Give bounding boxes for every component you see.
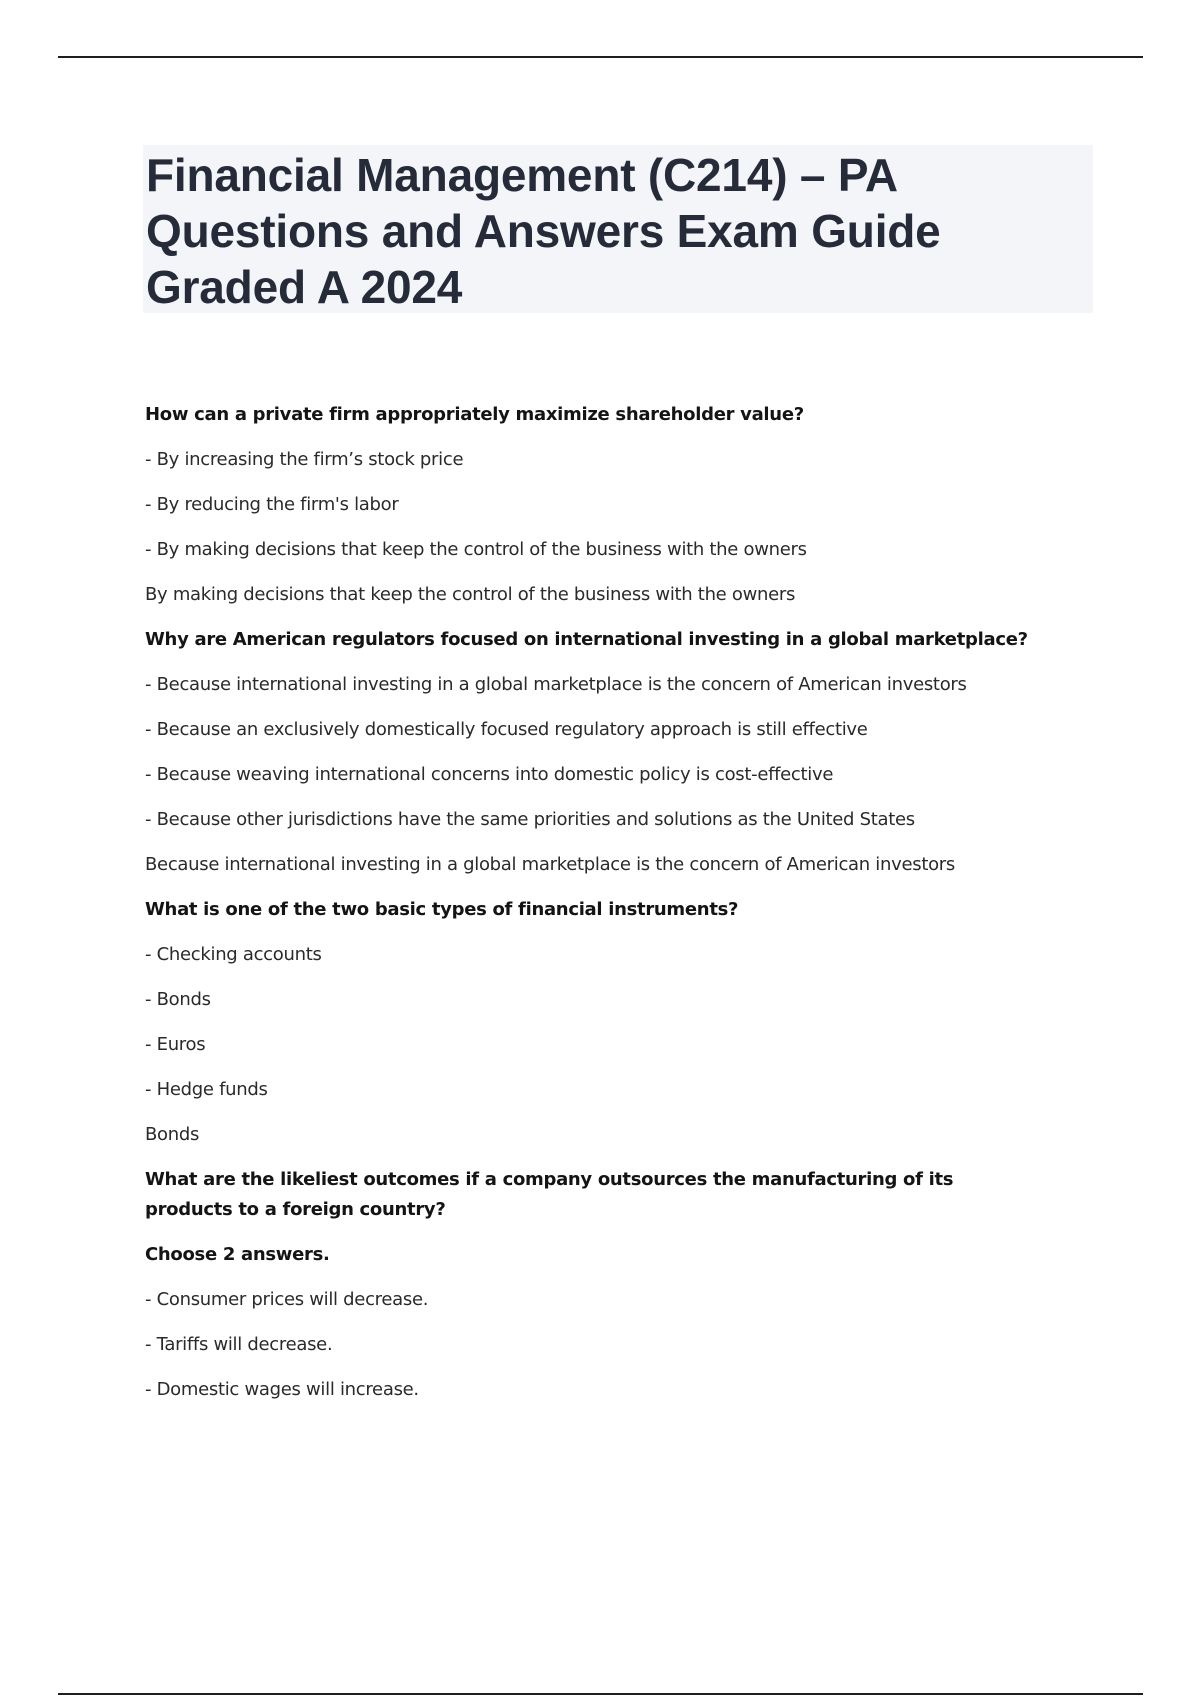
question-4-option-2: - Tariffs will decrease. — [145, 1334, 333, 1355]
question-1: How can a private firm appropriately maximize shareholder value? — [145, 404, 804, 425]
question-3-option-4: - Hedge funds — [145, 1079, 268, 1100]
question-1-option-2: - By reducing the firm's labor — [145, 494, 399, 515]
bottom-rule — [58, 1693, 1143, 1695]
question-1-option-3: - By making decisions that keep the control of the business with the owners — [145, 539, 807, 560]
question-3: What is one of the two basic types of financial instruments? — [145, 899, 739, 920]
question-2-answer: Because international investing in a global marketplace is the concern of American investors — [145, 854, 955, 875]
question-1-option-1: - By increasing the firm’s stock price — [145, 449, 464, 470]
question-3-option-1: - Checking accounts — [145, 944, 322, 965]
question-2: Why are American regulators focused on international investing in a global marketplace? — [145, 629, 1028, 650]
question-1-answer: By making decisions that keep the control of the business with the owners — [145, 584, 796, 605]
qa-content — [145, 400, 1045, 1420]
question-4-option-3: - Domestic wages will increase. — [145, 1379, 419, 1400]
question-3-answer: Bonds — [145, 1124, 200, 1145]
document-title: Financial Management (C214) – PA Questions and Answers Exam Guide Graded A 2024 — [146, 149, 941, 313]
question-3-option-2: - Bonds — [145, 989, 211, 1010]
question-4: What are the likeliest outcomes if a company outsources the manufacturing of its products to a foreign country? — [145, 1169, 954, 1220]
question-2-option-2: - Because an exclusively domestically focused regulatory approach is still effective — [145, 719, 868, 740]
question-2-option-3: - Because weaving international concerns into domestic policy is cost-effective — [145, 764, 834, 785]
question-2-option-1: - Because international investing in a global marketplace is the concern of American investors — [145, 674, 967, 695]
question-4-instruction: Choose 2 answers. — [145, 1244, 330, 1265]
question-4-option-1: - Consumer prices will decrease. — [145, 1289, 429, 1310]
top-rule — [58, 56, 1143, 58]
title-banner — [143, 145, 1093, 313]
question-3-option-3: - Euros — [145, 1034, 206, 1055]
question-2-option-4: - Because other jurisdictions have the same priorities and solutions as the United States — [145, 809, 915, 830]
